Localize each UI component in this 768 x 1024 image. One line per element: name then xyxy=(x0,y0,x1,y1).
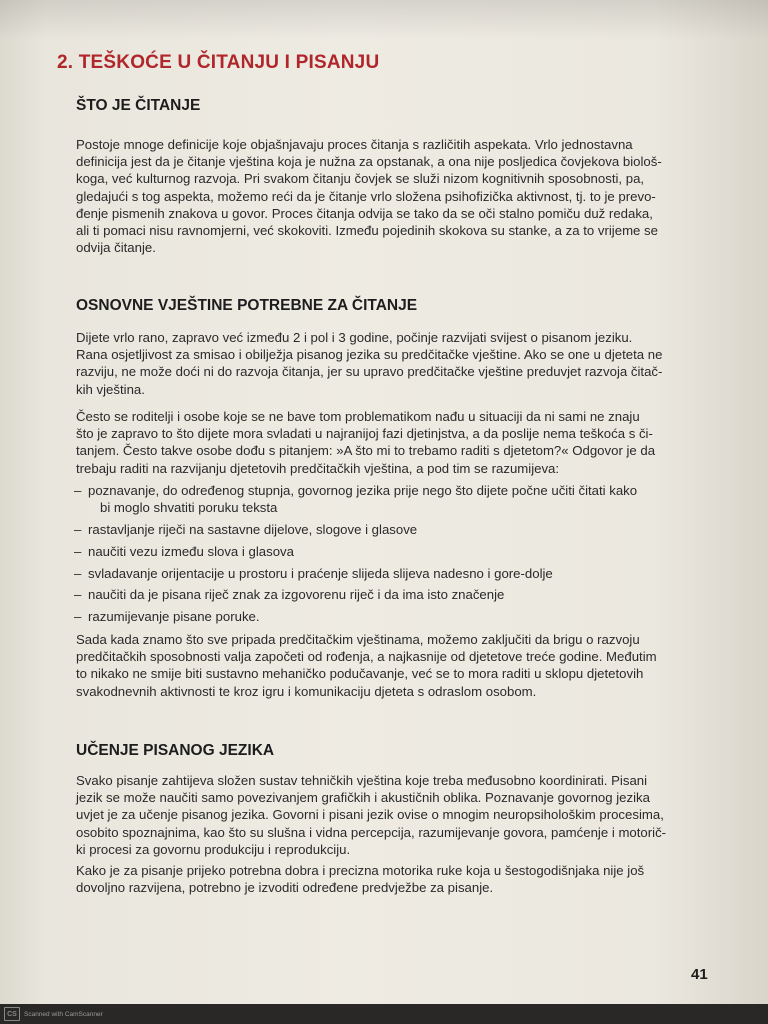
text-line: tanjem. Često takve osobe dođu s pitanjem: »A što mi to trebamo raditi s djetetom?« Odgovor je da xyxy=(76,443,656,459)
list-item-text: rastavljanje riječi na sastavne dijelove, slogove i glasove xyxy=(88,522,418,537)
section-heading-citanje: ŠTO JE ČITANJE xyxy=(76,97,201,114)
text-line: to nikako ne smije biti sustavno mehaničko podučavanje, već se to mora raditi u sklopu djetetovih xyxy=(76,666,644,682)
text-line: uvjet je za učenje pisanog jezika. Govorni i pisani jezik ovise o mnogim neuropsihološkim procesima, xyxy=(76,807,664,823)
list-item xyxy=(74,482,694,516)
text-line: Često se roditelji i osobe koje se ne bave tom problematikom nađu u situaciji da ni sami ne znaju xyxy=(76,409,640,424)
text-line: definicija jest da je čitanje vještina koja je nužna za opstanak, a ona nije posljedica čovjekova biološ- xyxy=(76,154,662,170)
paragraph-osnovne-1 xyxy=(76,329,694,398)
skills-list xyxy=(74,482,694,630)
text-line: trebaju raditi na razvijanju djetetovih predčitačkih vještina, a pod tim se razumijeva: xyxy=(76,460,560,476)
text-line: jezik se može naučiti samo povezivanjem grafičkih i akustičnih oblika. Poznavanje govornog jezika xyxy=(76,790,650,806)
list-item xyxy=(74,521,694,538)
list-dash: – xyxy=(74,543,82,559)
page-number: 41 xyxy=(691,966,708,983)
text-line: ki procesi za govornu produkciju i reprodukciju. xyxy=(76,841,351,857)
text-line: Svako pisanje zahtijeva složen sustav tehničkih vještina koje treba međusobno koordinirati. Pisani xyxy=(76,773,648,788)
text-line: osobito spoznajnima, kao što su slušna i vidna percepcija, razumijevanje govora, pamćenje i motorič- xyxy=(76,824,667,840)
list-item-text: bi moglo shvatiti poruku teksta xyxy=(100,500,278,516)
text-line: dovoljno razvijena, potrebno je izvoditi određene predvježbe za pisanje. xyxy=(76,880,494,896)
section-heading-pisanje: UČENJE PISANOG JEZIKA xyxy=(76,742,275,759)
list-dash: – xyxy=(74,587,82,603)
text-line: Kako je za pisanje prijeko potrebna dobra i precizna motorika ruke koja u šestogodišnjaka nije još xyxy=(76,863,645,878)
text-line: predčitačkih sposobnosti valja započeti od rođenja, a najkasnije od djetetove treće godine. Međutim xyxy=(76,649,657,665)
paragraph-pisanje-2 xyxy=(76,862,694,896)
text-line: Sada kada znamo što sve pripada predčitačkim vještinama, možemo zaključiti da brigu o razvoju xyxy=(76,632,640,647)
text-line: Postoje mnoge definicije koje objašnjavaju proces čitanja s različitih aspekata. Vrlo jednostavna xyxy=(76,137,633,152)
list-item-text: naučiti da je pisana riječ znak za izgovorenu riječ i da ima isto značenje xyxy=(88,587,505,603)
section-heading-osnovne: OSNOVNE VJEŠTINE POTREBNE ZA ČITANJE xyxy=(76,297,418,314)
text-line: ali ti pomaci nisu ravnomjerni, već skokoviti. Između pojedinih skokova su stanke, a za to vrijeme se xyxy=(76,223,658,239)
list-item-text: naučiti vezu između slova i glasova xyxy=(88,543,294,559)
paragraph-citanje xyxy=(76,136,694,256)
scanner-text: Scanned with CamScanner xyxy=(24,1010,103,1018)
list-item xyxy=(74,608,694,625)
text-line: svakodnevnih aktivnosti te kroz igru i komunikaciju djeteta s odraslom osobom. xyxy=(76,683,537,699)
list-dash: – xyxy=(74,522,82,537)
list-item xyxy=(74,565,694,582)
text-line: koga, već kulturnog razvoja. Pri svakom čitanju čovjek se služi nizom kognitivnih sposobnosti, pa, xyxy=(76,171,645,187)
text-line: odvija čitanje. xyxy=(76,240,156,256)
paragraph-osnovne-2 xyxy=(76,408,694,477)
list-dash: – xyxy=(74,565,82,581)
text-line: Dijete vrlo rano, zapravo već između 2 i pol i 3 godine, počinje razvijati svijest o pisanom jeziku. xyxy=(76,330,633,345)
list-dash: – xyxy=(74,609,82,625)
list-item xyxy=(74,586,694,603)
paragraph-osnovne-3 xyxy=(76,631,694,700)
text-line: što je zapravo to što dijete mora svladati u najranijoj fazi djetinjstva, a da poslije nema teškoća s či- xyxy=(76,426,653,442)
text-line: razviju, ne može doći ni do razvoja čitanja, jer su upravo predčitačke vještine preduvjet razvoja čitač- xyxy=(76,364,663,380)
camscanner-logo-icon: CS xyxy=(4,1007,20,1021)
list-item xyxy=(74,543,694,560)
scanner-watermark xyxy=(4,1006,103,1022)
page-shadow xyxy=(0,0,768,40)
paragraph-pisanje-1 xyxy=(76,772,694,858)
list-dash: – xyxy=(74,483,82,498)
text-line: Rana osjetljivost za smisao i obilježja pisanog jezika su predčitačke vještine. Ako se one u djeteta ne xyxy=(76,347,663,363)
text-line: kih vještina. xyxy=(76,381,145,397)
chapter-title: 2. TEŠKOĆE U ČITANJU I PISANJU xyxy=(57,52,380,73)
text-line: gledajući s tog aspekta, možemo reći da je čitanje vrlo složena psihofizička aktivnost, tj. to je prevo- xyxy=(76,188,656,204)
text-line: đenje pismenih znakova u govor. Proces čitanja odvija se tako da se oči stalno pomiču duž redaka, xyxy=(76,205,653,221)
list-item-text: svladavanje orijentacije u prostoru i praćenje slijeda slijeva nadesno i gore-dolje xyxy=(88,565,553,581)
list-item-text: poznavanje, do određenog stupnja, govornog jezika prije nego što dijete počne učiti čitati kako xyxy=(88,483,638,498)
list-item-text: razumijevanje pisane poruke. xyxy=(88,609,260,625)
